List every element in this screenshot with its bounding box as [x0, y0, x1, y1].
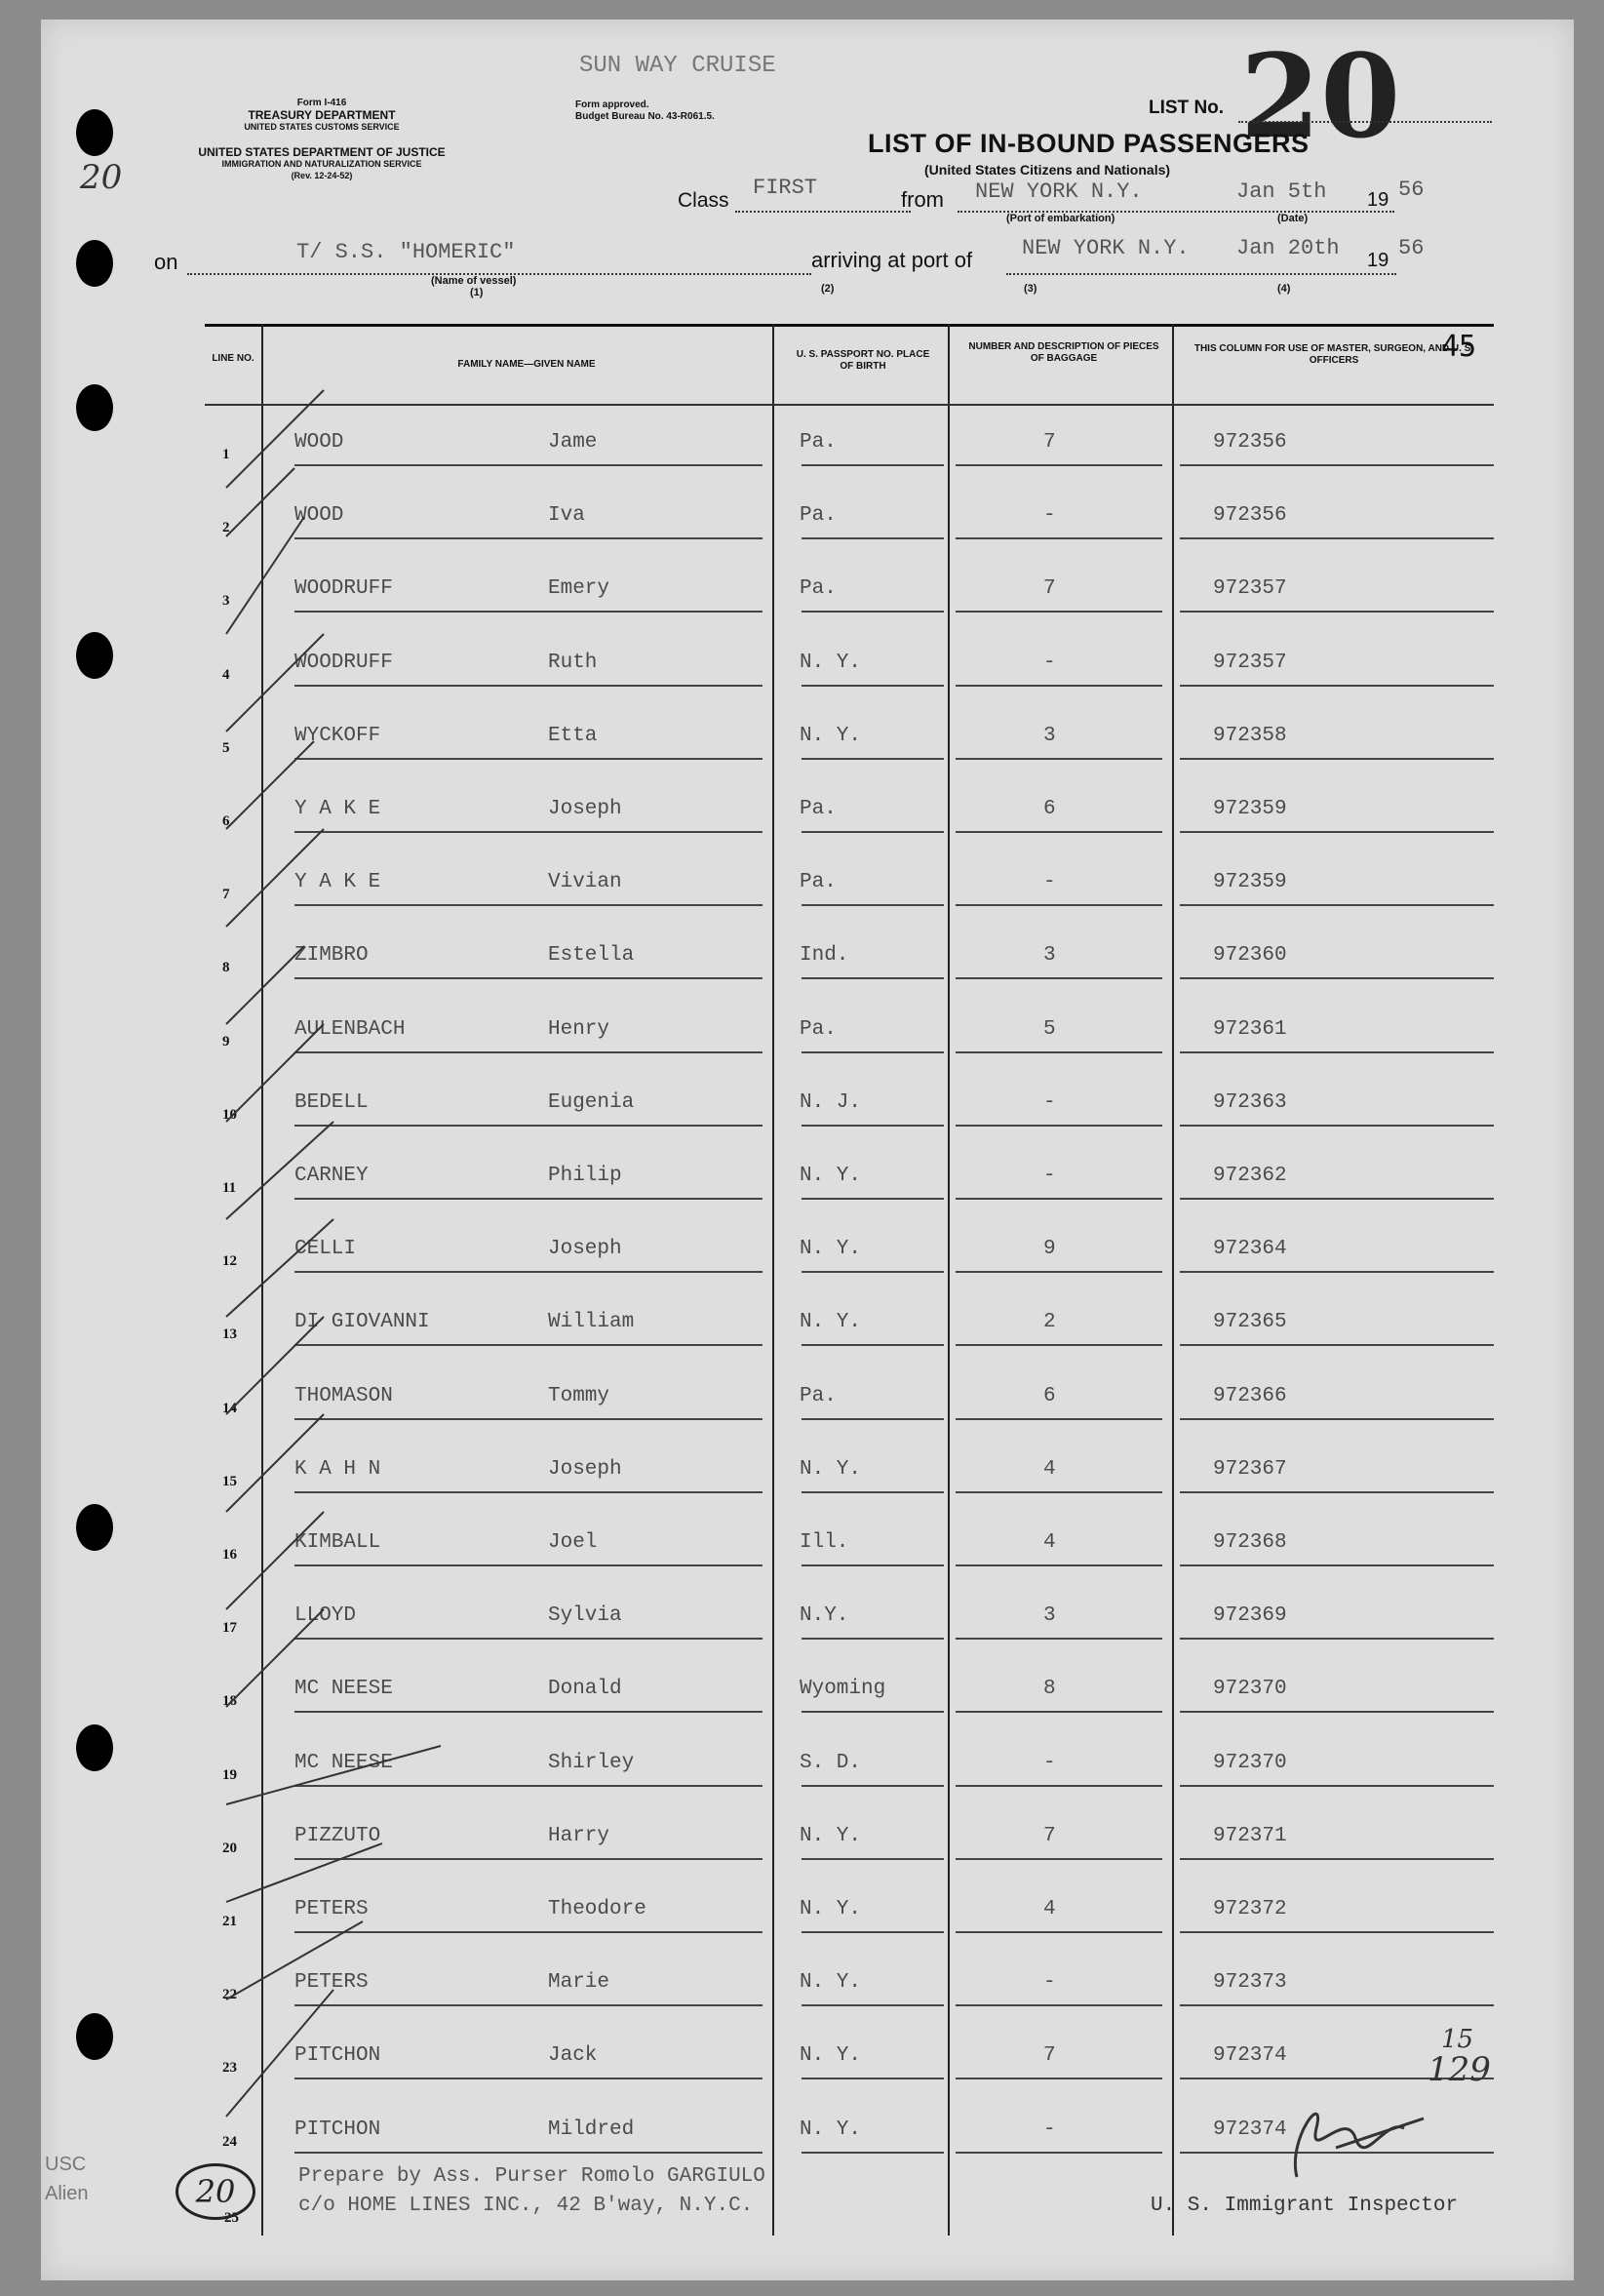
- line-number: 15: [222, 1473, 237, 1489]
- inspector-signature: [1258, 2070, 1433, 2197]
- row-rule: [802, 1051, 944, 1053]
- baggage-count: 7: [1043, 1824, 1056, 1847]
- form-approved-block: [575, 99, 715, 123]
- row-rule: [802, 1491, 944, 1493]
- place-of-birth: N. Y.: [800, 1898, 862, 1920]
- row-rule: [956, 1418, 1162, 1420]
- place-of-birth: S. D.: [800, 1751, 862, 1774]
- family-name: THOMASON: [294, 1384, 393, 1407]
- binder-hole: [76, 2013, 113, 2060]
- line-number: 21: [222, 1914, 237, 1929]
- officer-reference: 972370: [1213, 1751, 1287, 1774]
- list-number-big: 20: [1240, 28, 1401, 164]
- officer-reference: 972374: [1213, 2118, 1287, 2141]
- officer-reference: 972362: [1213, 1165, 1287, 1187]
- family-name: PITCHON: [294, 2044, 381, 2068]
- row-rule: [956, 1785, 1162, 1787]
- header-line-no: LINE NO.: [212, 353, 254, 364]
- row-rule: [956, 1344, 1162, 1346]
- row-rule: [1180, 1564, 1494, 1566]
- baggage-count: 4: [1043, 1531, 1056, 1554]
- row-rule: [1180, 977, 1494, 979]
- officer-reference: 972363: [1213, 1090, 1287, 1114]
- row-rule: [956, 831, 1162, 833]
- row-rule: [802, 611, 944, 613]
- baggage-count: -: [1043, 1165, 1056, 1187]
- row-rule: [802, 537, 944, 539]
- row-rule: [802, 831, 944, 833]
- baggage-count: 3: [1043, 1604, 1056, 1628]
- line-number: 10: [222, 1106, 237, 1123]
- line-number: 24: [222, 2133, 237, 2150]
- place-of-birth: Pa.: [800, 798, 837, 820]
- row-rule: [1180, 464, 1494, 466]
- row-rule: [802, 1125, 944, 1127]
- left-stamp-1: USC: [45, 2154, 87, 2175]
- line-number: 19: [222, 1766, 237, 1783]
- row-rule: [956, 464, 1162, 466]
- row-rule: [802, 1711, 944, 1713]
- baggage-count: 4: [1043, 1457, 1056, 1481]
- row-rule: [802, 2004, 944, 2006]
- place-of-birth: N. Y.: [800, 1824, 862, 1847]
- baggage-count: 4: [1043, 1898, 1056, 1920]
- row-rule: [956, 758, 1162, 760]
- row-rule: [1180, 611, 1494, 613]
- baggage-count: -: [1043, 871, 1056, 894]
- row-rule: [802, 1564, 944, 1566]
- row-rule: [956, 685, 1162, 687]
- left-stamp-2: Alien: [45, 2183, 89, 2204]
- row-rule: [1180, 1785, 1494, 1787]
- given-name: Sylvia: [548, 1604, 622, 1628]
- row-rule: [956, 1051, 1162, 1053]
- place-of-birth: N. Y.: [800, 651, 862, 674]
- corner-note: 20: [80, 158, 123, 197]
- officer-reference: 972371: [1213, 1824, 1287, 1847]
- line-number: 2: [222, 520, 230, 536]
- given-name: Tommy: [548, 1384, 610, 1407]
- line-number: 8: [222, 960, 230, 976]
- row-rule: [802, 1418, 944, 1420]
- binder-hole: [76, 1504, 113, 1551]
- given-name: Donald: [548, 1678, 622, 1701]
- line-number: 1: [222, 447, 230, 462]
- baggage-count: 8: [1043, 1678, 1056, 1701]
- given-name: Harry: [548, 1824, 610, 1847]
- row-rule: [956, 611, 1162, 613]
- officer-reference: 972358: [1213, 724, 1287, 747]
- officer-reference: 972357: [1213, 651, 1287, 674]
- binder-hole: [76, 240, 113, 287]
- vessel-name: T/ S.S. "HOMERIC": [296, 240, 516, 264]
- given-name: Jack: [548, 2044, 598, 2068]
- place-of-birth: Pa.: [800, 577, 837, 601]
- circled-number: 20: [176, 2163, 255, 2220]
- officer-reference: 972357: [1213, 577, 1287, 601]
- justice-block: [156, 146, 488, 181]
- row-rule: [802, 1271, 944, 1273]
- given-name: Joseph: [548, 1457, 622, 1481]
- line-number: 13: [222, 1326, 237, 1343]
- family-name: MC NEESE: [294, 1678, 393, 1701]
- row-rule: [956, 1271, 1162, 1273]
- family-name: WYCKOFF: [294, 724, 381, 747]
- row-25-number: 25: [224, 2210, 239, 2226]
- family-name: Y A K E: [294, 871, 381, 894]
- baggage-count: 6: [1043, 1384, 1056, 1407]
- caption-2: (2): [821, 283, 835, 295]
- given-name: Jame: [548, 431, 598, 454]
- year-prefix-arrival: 19: [1367, 250, 1389, 271]
- margin-number: 45: [1441, 330, 1477, 364]
- given-name: Joel: [548, 1531, 598, 1554]
- row-rule: [956, 537, 1162, 539]
- row-rule: [1180, 1711, 1494, 1713]
- arrival-line: [1006, 273, 1396, 275]
- row-rule: [802, 1344, 944, 1346]
- baggage-count: -: [1043, 504, 1056, 528]
- row-rule: [802, 464, 944, 466]
- header-baggage: NUMBER AND DESCRIPTION OF PIECES OF BAGGAGE: [968, 341, 1159, 364]
- row-rule: [1180, 537, 1494, 539]
- row-rule: [956, 1638, 1162, 1640]
- header-name: FAMILY NAME—GIVEN NAME: [457, 359, 596, 370]
- officer-reference: 972360: [1213, 944, 1287, 968]
- family-name: PETERS: [294, 1898, 369, 1920]
- place-of-birth: N. J.: [800, 1090, 862, 1114]
- row-rule: [956, 2004, 1162, 2006]
- binder-hole: [76, 109, 113, 156]
- family-name: KIMBALL: [294, 1531, 381, 1554]
- header-officers: THIS COLUMN FOR USE OF MASTER, SURGEON, AND U. S. OFFICERS: [1193, 343, 1474, 366]
- row-rule: [1180, 1344, 1494, 1346]
- officer-reference: 972359: [1213, 798, 1287, 820]
- revision-label: (Rev. 12-24-52): [291, 171, 353, 180]
- place-of-birth: N. Y.: [800, 2044, 862, 2068]
- place-of-birth: Ind.: [800, 944, 849, 968]
- caption-3: (3): [1024, 283, 1037, 295]
- officer-reference: 972359: [1213, 871, 1287, 894]
- family-name: WOODRUFF: [294, 651, 393, 674]
- handwritten-total-top: 15: [1441, 2025, 1474, 2054]
- inspector-line: U. S. Immigrant Inspector: [1151, 2195, 1459, 2217]
- row-rule: [1180, 1931, 1494, 1933]
- class-line: [735, 211, 911, 213]
- baggage-count: 7: [1043, 2044, 1056, 2068]
- on-label: on: [154, 250, 178, 274]
- check-marks: [187, 380, 480, 2234]
- given-name: Etta: [548, 724, 598, 747]
- line-number: 14: [222, 1400, 237, 1416]
- line-number: 18: [222, 1693, 237, 1710]
- baggage-count: 7: [1043, 431, 1056, 454]
- baggage-count: 5: [1043, 1017, 1056, 1041]
- baggage-count: 7: [1043, 577, 1056, 601]
- row-rule: [1180, 1638, 1494, 1640]
- line-number: 12: [222, 1253, 237, 1270]
- officer-reference: 972361: [1213, 1017, 1287, 1041]
- place-of-birth: Ill.: [800, 1531, 849, 1554]
- row-rule: [956, 1931, 1162, 1933]
- form-number-label: Form I-416: [296, 98, 347, 108]
- row-rule: [956, 1491, 1162, 1493]
- officer-reference: 972356: [1213, 431, 1287, 454]
- family-name: Y A K E: [294, 798, 381, 820]
- handwritten-total: 129: [1428, 2050, 1491, 2089]
- row-rule: [802, 1638, 944, 1640]
- row-rule: [1180, 2004, 1494, 2006]
- given-name: Emery: [548, 577, 610, 601]
- vessel-caption: (Name of vessel): [431, 275, 517, 287]
- cruise-line-heading: SUN WAY CRUISE: [579, 53, 776, 79]
- binder-hole: [76, 632, 113, 679]
- line-number: 6: [222, 813, 230, 829]
- baggage-count: 2: [1043, 1311, 1056, 1334]
- baggage-count: -: [1043, 1090, 1056, 1114]
- place-of-birth: Pa.: [800, 1384, 837, 1407]
- line-number: 17: [222, 1620, 237, 1637]
- given-name: Joseph: [548, 798, 622, 820]
- line-number: 22: [222, 1987, 237, 2003]
- row-rule: [802, 758, 944, 760]
- given-name: Mildred: [548, 2118, 635, 2141]
- from-label: from: [901, 187, 944, 212]
- family-name: WOOD: [294, 504, 344, 528]
- document-title: LIST OF IN-BOUND PASSENGERS: [868, 129, 1310, 158]
- arrival-port: NEW YORK N.Y.: [1022, 236, 1190, 260]
- row-rule: [956, 2152, 1162, 2154]
- given-name: Joseph: [548, 1238, 622, 1261]
- row-rule: [956, 904, 1162, 906]
- place-of-birth: N.Y.: [800, 1604, 849, 1628]
- baggage-count: 6: [1043, 798, 1056, 820]
- family-name: MC NEESE: [294, 1751, 393, 1774]
- given-name: Iva: [548, 504, 585, 528]
- officer-reference: 972373: [1213, 1971, 1287, 1995]
- row-rule: [1180, 1125, 1494, 1127]
- row-rule: [1180, 1858, 1494, 1860]
- line-number: 23: [222, 2060, 237, 2077]
- document-subtitle: (United States Citizens and Nationals): [924, 162, 1171, 178]
- place-of-birth: Pa.: [800, 1017, 837, 1041]
- binder-hole: [76, 384, 113, 431]
- officer-reference: 972366: [1213, 1384, 1287, 1407]
- officer-reference: 972369: [1213, 1604, 1287, 1628]
- place-of-birth: N. Y.: [800, 724, 862, 747]
- row-rule: [802, 1198, 944, 1200]
- row-rule: [1180, 1418, 1494, 1420]
- from-value: NEW YORK N.Y.: [975, 179, 1143, 204]
- officer-reference: 972367: [1213, 1457, 1287, 1481]
- row-rule: [802, 685, 944, 687]
- place-of-birth: N. Y.: [800, 1311, 862, 1334]
- row-rule: [956, 1711, 1162, 1713]
- row-rule: [956, 1125, 1162, 1127]
- line-number: 3: [222, 593, 230, 610]
- prepared-by-line2: c/o HOME LINES INC., 42 B'way, N.Y.C.: [298, 2195, 754, 2217]
- family-name: BEDELL: [294, 1090, 369, 1114]
- row-rule: [1180, 1051, 1494, 1053]
- baggage-count: 3: [1043, 724, 1056, 747]
- list-no-label: LIST No.: [1149, 98, 1225, 118]
- family-name: PETERS: [294, 1971, 369, 1995]
- given-name: Marie: [548, 1971, 610, 1995]
- family-name: AULENBACH: [294, 1017, 406, 1041]
- header-passport: U. S. PASSPORT NO. PLACE OF BIRTH: [796, 349, 930, 372]
- row-rule: [802, 1785, 944, 1787]
- row-rule: [956, 2078, 1162, 2079]
- row-rule: [1180, 685, 1494, 687]
- officer-reference: 972368: [1213, 1531, 1287, 1554]
- given-name: Theodore: [548, 1898, 646, 1920]
- budget-label: Budget Bureau No. 43-R061.5.: [575, 111, 715, 122]
- arriving-label: arriving at port of: [811, 248, 973, 272]
- vessel-caption-num: (1): [470, 287, 484, 298]
- row-rule: [802, 1858, 944, 1860]
- baggage-count: 9: [1043, 1238, 1056, 1261]
- year-arrival: 56: [1398, 236, 1425, 260]
- officer-reference: 972365: [1213, 1311, 1287, 1334]
- row-rule: [956, 1564, 1162, 1566]
- row-rule: [956, 1198, 1162, 1200]
- caption-4: (4): [1277, 283, 1291, 295]
- immigration-label: IMMIGRATION AND NATURALIZATION SERVICE: [221, 159, 422, 169]
- baggage-count: 3: [1043, 944, 1056, 968]
- department-label: TREASURY DEPARTMENT: [248, 108, 396, 122]
- binder-hole: [76, 1724, 113, 1771]
- family-name: CELLI: [294, 1238, 357, 1261]
- place-of-birth: Pa.: [800, 504, 837, 528]
- row-rule: [802, 904, 944, 906]
- officer-reference: 972370: [1213, 1678, 1287, 1701]
- given-name: Shirley: [548, 1751, 635, 1774]
- officer-reference: 972372: [1213, 1898, 1287, 1920]
- place-of-birth: Wyoming: [800, 1678, 886, 1701]
- row-rule: [1180, 831, 1494, 833]
- line-number: 9: [222, 1033, 230, 1049]
- row-rule: [802, 1931, 944, 1933]
- family-name: WOODRUFF: [294, 577, 393, 601]
- given-name: Ruth: [548, 651, 598, 674]
- form-number: [185, 98, 458, 133]
- line-number: 5: [222, 739, 230, 756]
- family-name: WOOD: [294, 431, 344, 454]
- baggage-count: -: [1043, 2118, 1056, 2141]
- list-no-line: [1238, 121, 1492, 123]
- place-of-birth: N. Y.: [800, 1457, 862, 1481]
- departure-date: Jan 5th: [1236, 179, 1327, 204]
- family-name: PITCHON: [294, 2118, 381, 2141]
- row-rule: [1180, 904, 1494, 906]
- class-label: Class: [678, 189, 729, 212]
- family-name: CARNEY: [294, 1165, 369, 1187]
- place-of-birth: Pa.: [800, 871, 837, 894]
- row-rule: [802, 2078, 944, 2079]
- given-name: William: [548, 1311, 635, 1334]
- row-rule: [1180, 758, 1494, 760]
- arrival-date: Jan 20th: [1236, 236, 1340, 260]
- family-name: PIZZUTO: [294, 1824, 381, 1847]
- given-name: Henry: [548, 1017, 610, 1041]
- place-of-birth: N. Y.: [800, 2118, 862, 2141]
- justice-label: UNITED STATES DEPARTMENT OF JUSTICE: [198, 145, 446, 159]
- baggage-count: -: [1043, 1971, 1056, 1995]
- year-departure: 56: [1398, 178, 1425, 202]
- row-rule: [1180, 1271, 1494, 1273]
- family-name: LLOYD: [294, 1604, 357, 1628]
- given-name: Vivian: [548, 871, 622, 894]
- row-rule: [956, 977, 1162, 979]
- place-of-birth: N. Y.: [800, 1165, 862, 1187]
- baggage-count: -: [1043, 1751, 1056, 1774]
- family-name: ZIMBRO: [294, 944, 369, 968]
- date-caption: (Date): [1277, 213, 1309, 224]
- line-number: 4: [222, 666, 230, 683]
- place-of-birth: Pa.: [800, 431, 837, 454]
- prepared-by-line1: Prepare by Ass. Purser Romolo GARGIULO: [298, 2165, 765, 2188]
- row-rule: [802, 977, 944, 979]
- line-number: 11: [222, 1180, 237, 1196]
- officer-reference: 972364: [1213, 1238, 1287, 1261]
- place-of-birth: N. Y.: [800, 1971, 862, 1995]
- line-number: 7: [222, 887, 230, 903]
- officer-reference: 972374: [1213, 2044, 1287, 2068]
- customs-label: UNITED STATES CUSTOMS SERVICE: [244, 122, 400, 132]
- port-caption: (Port of embarkation): [1006, 213, 1115, 224]
- table-top-rule: [205, 324, 1494, 327]
- year-prefix: 19: [1367, 189, 1389, 211]
- class-value: FIRST: [753, 176, 818, 200]
- manifest-page: [41, 20, 1574, 2280]
- given-name: Eugenia: [548, 1090, 635, 1114]
- line-number: 16: [222, 1547, 237, 1563]
- row-rule: [956, 1858, 1162, 1860]
- family-name: K A H N: [294, 1457, 381, 1481]
- row-rule: [802, 2152, 944, 2154]
- row-rule: [1180, 1198, 1494, 1200]
- row-rule: [1180, 1491, 1494, 1493]
- family-name: DI GIOVANNI: [294, 1311, 430, 1334]
- given-name: Estella: [548, 944, 635, 968]
- line-number: 20: [222, 1840, 237, 1856]
- officer-reference: 972356: [1213, 504, 1287, 528]
- place-of-birth: N. Y.: [800, 1238, 862, 1261]
- given-name: Philip: [548, 1165, 622, 1187]
- baggage-count: -: [1043, 651, 1056, 674]
- form-approved-label: Form approved.: [575, 99, 649, 110]
